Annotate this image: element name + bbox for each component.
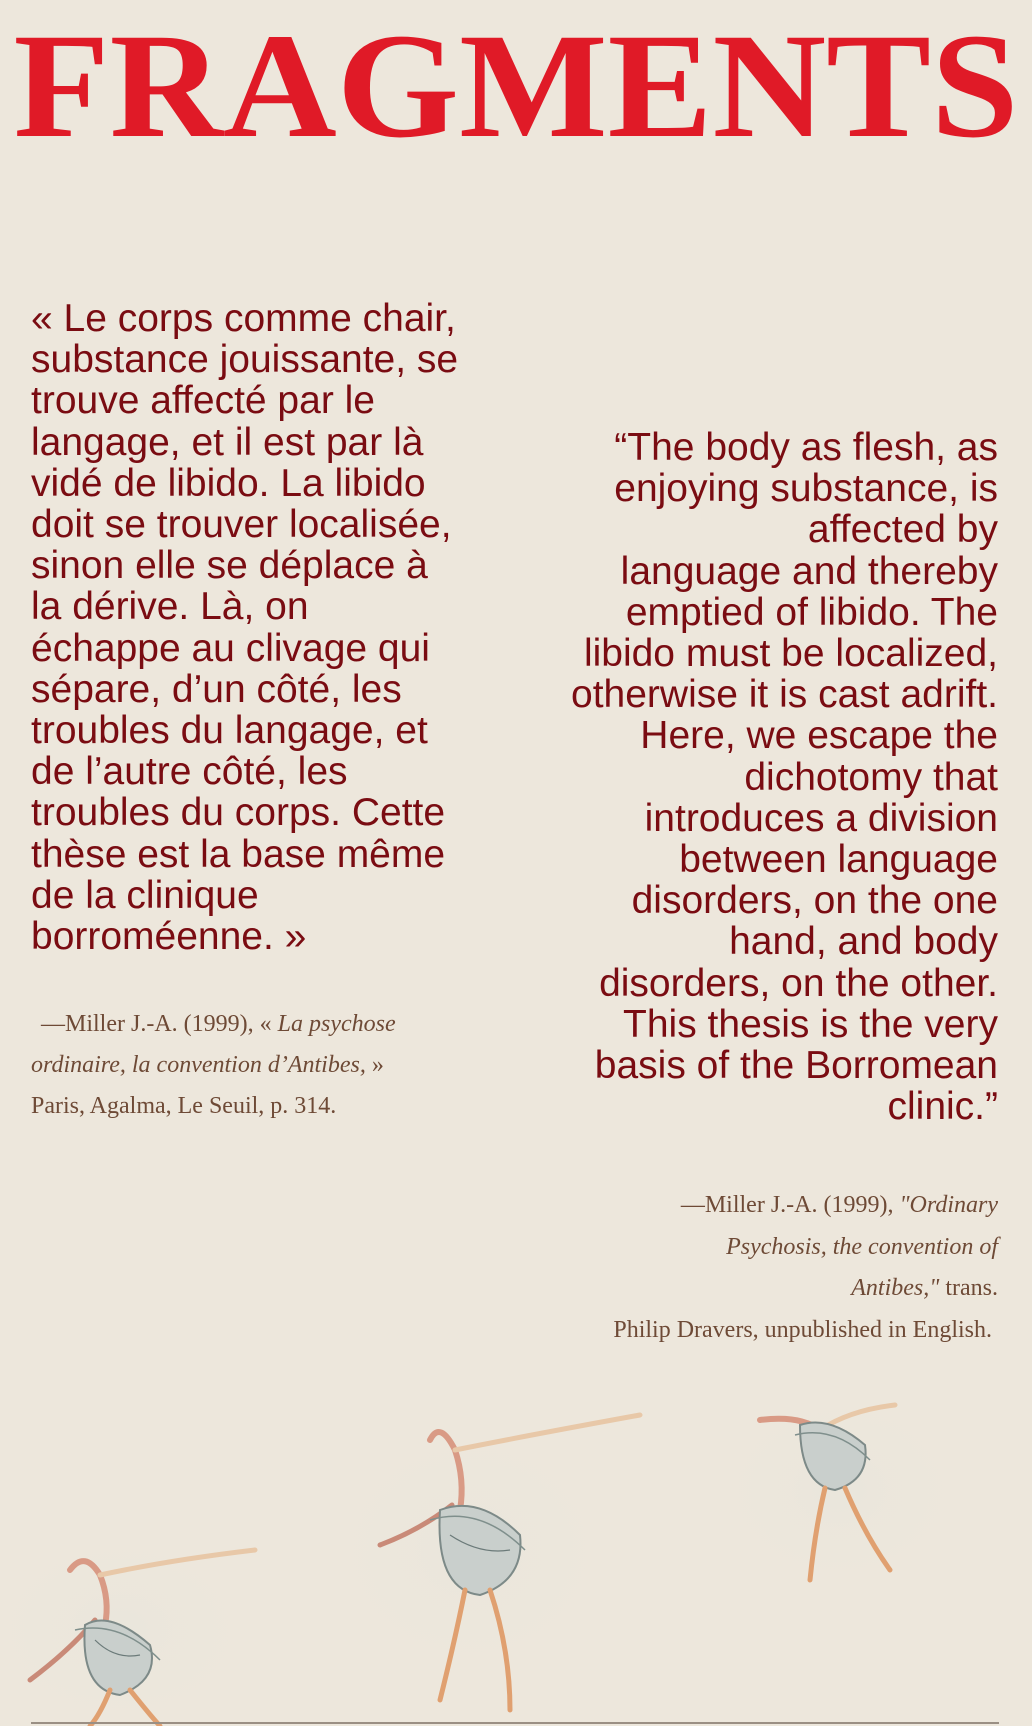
french-quote-line: la dérive. Là, on <box>31 585 309 629</box>
french-quote-line: trouve affecté par le <box>31 379 375 423</box>
french-citation-author: —Miller J.-A. (1999), « <box>41 1011 272 1037</box>
english-quote-line: This thesis is the very <box>623 1002 998 1046</box>
english-quote-line: disorders, on the one <box>631 879 998 923</box>
dancing-figures-illustration-icon <box>0 1400 1032 1726</box>
english-quote-line: basis of the Borromean <box>594 1044 998 1088</box>
english-quote <box>540 427 998 1127</box>
french-quote-line: de l’autre côté, les <box>31 750 348 794</box>
french-quote-line: « Le corps comme chair, <box>31 297 456 340</box>
french-citation-publisher: Paris, Agalma, Le Seuil, p. 314. <box>31 1093 337 1119</box>
english-citation <box>540 1185 998 1351</box>
english-quote-line: language and thereby <box>620 549 998 593</box>
french-quote-line: langage, et il est par là <box>31 420 424 464</box>
english-citation-title: Antibes," <box>851 1275 940 1301</box>
french-citation-title: La psychose <box>277 1011 396 1037</box>
english-quote-line: otherwise it is cast adrift. <box>571 673 998 717</box>
french-quote-line: sinon elle se déplace à <box>31 544 428 588</box>
english-quote-line: between language <box>679 838 998 882</box>
english-quote-line: Here, we escape the <box>640 714 998 758</box>
english-citation-line <box>540 1268 998 1310</box>
english-quote-line: affected by <box>807 508 998 552</box>
english-quote-line: disorders, on the other. <box>599 961 998 1005</box>
dancer-figure-icon <box>310 1410 640 1710</box>
french-quote-line: sépare, d’un côté, les <box>31 667 402 711</box>
english-citation-line <box>540 1185 998 1227</box>
english-quote-line: libido must be localized, <box>583 632 998 676</box>
french-quote-line: troubles du langage, et <box>31 709 428 753</box>
english-citation-translator: Philip Dravers, unpublished in English. <box>613 1316 992 1343</box>
english-citation-trans: trans. <box>945 1275 998 1301</box>
english-quote-line: dichotomy that <box>744 755 998 799</box>
french-quote-line: thèse est la base même <box>31 832 446 876</box>
english-quote-line: hand, and body <box>729 920 998 964</box>
english-quote-line: enjoying substance, is <box>614 467 998 511</box>
english-quote-line: clinic.” <box>887 1085 998 1129</box>
english-citation-author: —Miller J.-A. (1999), <box>680 1192 894 1218</box>
french-quote-line: vidé de libido. La libido <box>31 461 426 505</box>
masthead-title-text: FRAGMENTS <box>13 3 1019 169</box>
english-quote-line: introduces a division <box>644 796 998 840</box>
french-citation <box>31 1004 461 1127</box>
english-citation-title: "Ordinary <box>899 1192 998 1218</box>
french-quote-line: troubles du corps. Cette <box>31 791 446 835</box>
english-quote-line: “The body as flesh, as <box>614 426 998 469</box>
french-citation-line <box>31 1045 461 1086</box>
french-quote-line: substance jouissante, se <box>31 338 459 382</box>
french-quote <box>31 298 491 957</box>
french-citation-title: ordinaire, la convention d’Antibes, <box>31 1052 366 1078</box>
english-citation-title: Psychosis, the convention of <box>726 1233 998 1260</box>
french-quote-line: doit se trouver localisée, <box>31 503 452 547</box>
dancer-figure-icon <box>700 1400 980 1600</box>
masthead-title <box>0 0 1032 170</box>
english-citation-line <box>540 1227 998 1269</box>
dancer-figure-icon <box>0 1520 270 1726</box>
french-quote-line: borroméenne. » <box>31 915 307 959</box>
bottom-divider <box>31 1722 999 1724</box>
french-quote-line: échappe au clivage qui <box>31 626 430 670</box>
french-citation-close: » <box>371 1052 384 1078</box>
french-quote-line: de la clinique <box>31 873 259 917</box>
french-citation-line <box>31 1004 461 1045</box>
english-quote-line: emptied of libido. The <box>625 590 998 634</box>
